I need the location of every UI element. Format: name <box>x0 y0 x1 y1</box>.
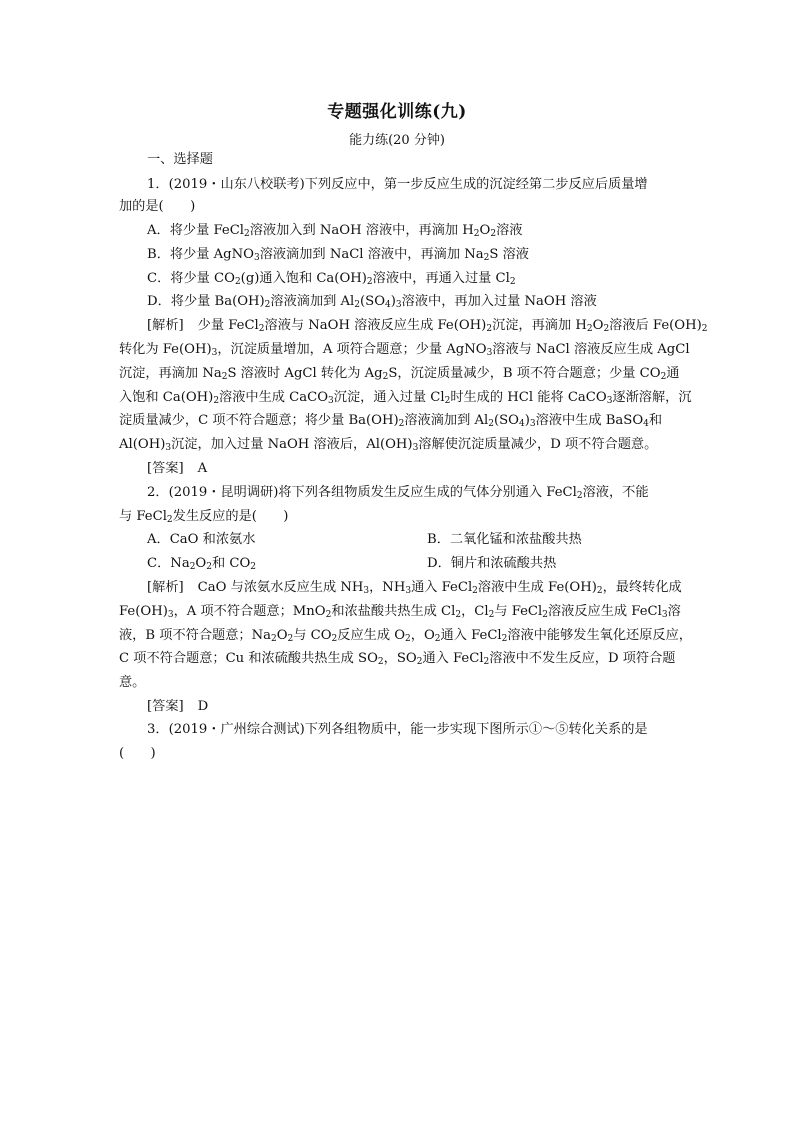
q2-answer <box>147 697 208 717</box>
q3-stem-line2: ( ) <box>119 746 156 761</box>
answer-value: A <box>197 461 208 476</box>
analysis-label: [解析] <box>147 580 184 595</box>
analysis-text: CaO 与浓氨水反应生成 $NH_3$，$NH_3$通入 FeCl$_2$溶液中生成 $Fe(OH)_2$，最终转化成 <box>197 580 682 596</box>
q2-stem-line1: 2．(2019・昆明调研)将下列各组物质发生反应生成的气体分别通入 FeCl$_2$溶液，不能 <box>147 485 649 501</box>
analysis-label: [解析] <box>147 318 184 333</box>
q1-option-b: B．将少量 AgNO$_3$溶液滴加到 NaCl 溶液中，再滴加 $Na_2S$ 溶液 <box>147 247 529 263</box>
q2-option-d: D．铜片和浓硫酸共热 <box>427 556 557 571</box>
q1-stem-line1: 1．(2019・山东八校联考)下列反应中，第一步反应生成的沉淀经第二步反应后质量增 <box>147 177 648 192</box>
q1-analysis-line3: 沉淀，再滴加 $Na_2S$ 溶液时 AgCl 转化为 $Ag_2S$，沉淀质量减少，B 项不符合题意；少量 $CO_2$通 <box>119 366 680 382</box>
q3-stem-line1: 3．(2019・广州综合测试)下列各组物质中，能一步实现下图所示①～⑤转化关系的是 <box>147 722 648 737</box>
page-subtitle: 能力练(20 分钟) <box>349 133 445 148</box>
q1-analysis-line4: 入饱和 $Ca(OH)_2$溶液中生成 CaCO$_3$沉淀，通入过量 $Cl_2$时生成的 HCl 能将 CaCO$_3$逐渐溶解，沉 <box>119 390 692 406</box>
answer-label: [答案] <box>147 461 184 476</box>
q2-analysis-line1 <box>147 578 682 598</box>
q2-analysis-line2: $Fe(OH)_3$，A 项不符合题意；MnO$_2$和浓盐酸共热生成 $Cl_2$，$Cl_2$与 FeCl$_2$溶液反应生成 FeCl$_3$溶 <box>119 604 681 620</box>
q1-option-a: A．将少量 FeCl$_2$溶液加入到 NaOH 溶液中，再滴加 $H_2O_2$溶液 <box>147 223 523 239</box>
q2-stem-line2: 与 FeCl$_2$发生反应的是( ) <box>119 509 289 525</box>
q2-analysis-line3: 液，B 项不符合题意；$Na_2O_2$与 $CO_2$反应生成 $O_2$，$O_2$通入 FeCl$_2$溶液中能够发生氧化还原反应， <box>119 628 692 644</box>
q1-answer <box>147 459 207 479</box>
section-heading: 一、选择题 <box>147 152 213 167</box>
q1-option-c: C．将少量 $CO_2(g)$通入饱和 $Ca(OH)_2$溶液中，再通入过量 $Cl_2$ <box>147 271 516 287</box>
analysis-text: 少量 FeCl$_2$溶液与 NaOH 溶液反应生成 $Fe(OH)_2$沉淀，再滴加 $H_2O_2$溶液后 $Fe(OH)_2$ <box>197 318 708 334</box>
q1-option-d: D．将少量 $Ba(OH)_2$溶液滴加到 $Al_2(SO_4)_3$溶液中，再加入过量 NaOH 溶液 <box>147 294 597 310</box>
q2-analysis-line4: C 项不符合题意；Cu 和浓硫酸共热生成 $SO_2$，$SO_2$通入 FeCl$_2$溶液中不发生反应，D 项符合题 <box>119 651 676 667</box>
q1-analysis-line2: 转化为 $Fe(OH)_3$，沉淀质量增加，A 项符合题意；少量 AgNO$_3$溶液与 NaCl 溶液反应生成 AgCl <box>119 342 690 358</box>
q2-option-c: C．$Na_2O_2$和 $CO_2$ <box>147 556 256 572</box>
q1-analysis-line1 <box>147 316 708 336</box>
q1-analysis-line5: 淀质量减少，C 项不符合题意；将少量 $Ba(OH)_2$溶液滴加到 $Al_2(SO_4)_3$溶液中生成 BaSO$_4$和 <box>119 413 663 429</box>
q1-stem-line2: 加的是( ) <box>119 199 196 214</box>
answer-value: D <box>197 699 209 714</box>
q1-analysis-line6: $Al(OH)_3$沉淀，加入过量 NaOH 溶液后，$Al(OH)_3$溶解使沉淀质量减少，D 项不符合题意。 <box>119 437 658 453</box>
q2-option-a: A．CaO 和浓氨水 <box>147 532 256 547</box>
q2-analysis-line5: 意。 <box>119 675 146 690</box>
page-title: 专题强化训练(九) <box>327 102 467 122</box>
q2-option-b: B．二氧化锰和浓盐酸共热 <box>427 532 582 547</box>
answer-label: [答案] <box>147 699 184 714</box>
